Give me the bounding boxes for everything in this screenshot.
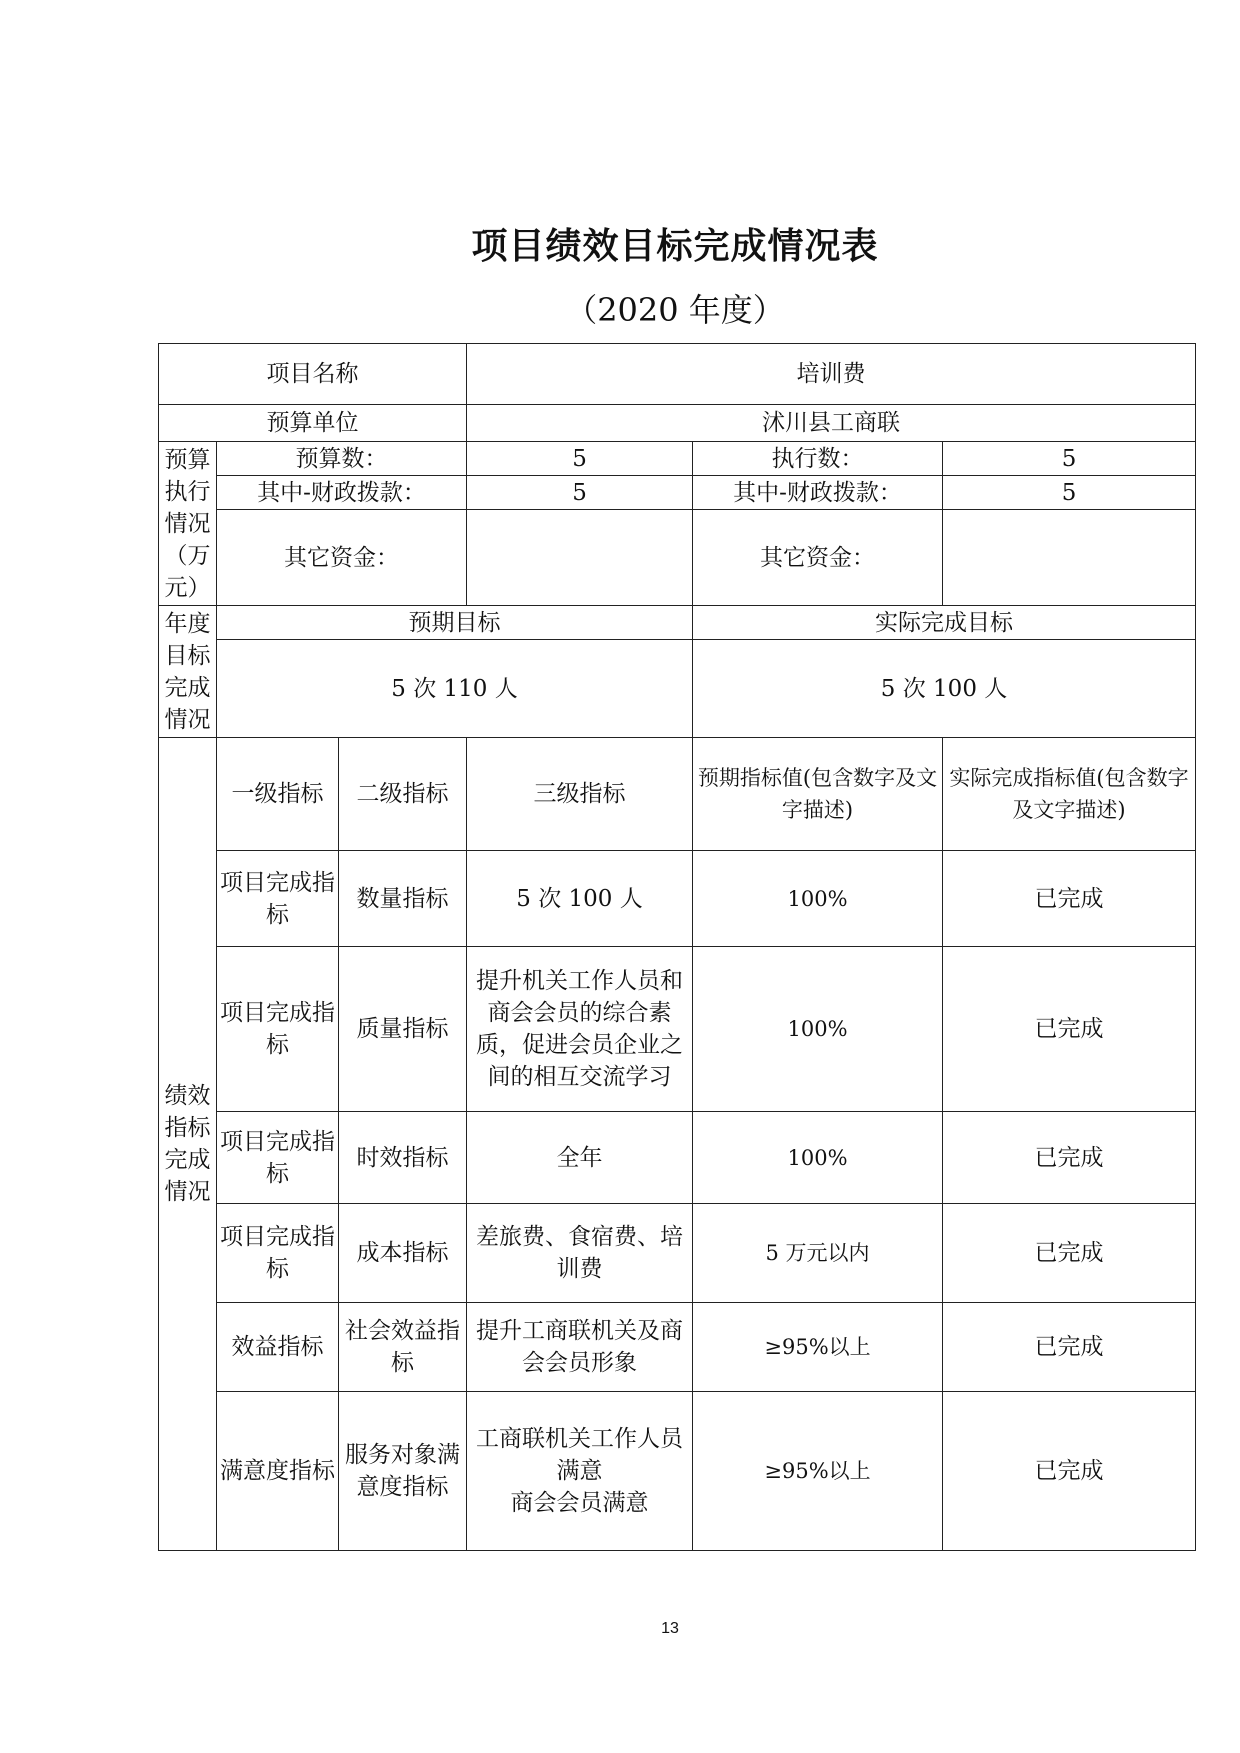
annual-expected-label: 预期目标 xyxy=(217,606,693,640)
row-expected: 5 万元以内 xyxy=(693,1204,943,1303)
fiscal-row xyxy=(159,476,1196,510)
header-level1: 一级指标 xyxy=(217,738,339,851)
budget-unit-value: 沭川县工商联 xyxy=(467,405,1196,442)
other-funds-row xyxy=(159,510,1196,606)
fiscal-label-right: 其中-财政拨款： xyxy=(693,476,943,510)
budget-amount-row xyxy=(159,442,1196,476)
table-row xyxy=(159,1112,1196,1204)
row-expected: 100% xyxy=(693,851,943,947)
row-level2: 数量指标 xyxy=(339,851,467,947)
row-expected: 100% xyxy=(693,947,943,1112)
row-expected: 100% xyxy=(693,1112,943,1204)
row-expected: ≥95%以上 xyxy=(693,1392,943,1551)
fiscal-label-left: 其中-财政拨款： xyxy=(217,476,467,510)
row-actual: 已完成 xyxy=(943,851,1196,947)
other-funds-value-right xyxy=(943,510,1196,606)
executed-amount-label: 执行数： xyxy=(693,442,943,476)
row-actual: 已完成 xyxy=(943,1392,1196,1551)
row-level3: 提升机关工作人员和商会会员的综合素质，促进会员企业之间的相互交流学习 xyxy=(467,947,693,1112)
table-row xyxy=(159,947,1196,1112)
row-level1: 项目完成指标 xyxy=(217,1204,339,1303)
row-level3: 全年 xyxy=(467,1112,693,1204)
header-level2: 二级指标 xyxy=(339,738,467,851)
budget-unit-row xyxy=(159,405,1196,442)
executed-amount-value: 5 xyxy=(943,442,1196,476)
project-name-value: 培训费 xyxy=(467,344,1196,405)
row-level2: 社会效益指标 xyxy=(339,1303,467,1392)
row-level1: 项目完成指标 xyxy=(217,851,339,947)
performance-table xyxy=(158,343,1196,1551)
project-name-label: 项目名称 xyxy=(159,344,467,405)
header-actual: 实际完成指标值(包含数字及文字描述) xyxy=(943,738,1196,851)
table-row xyxy=(159,1303,1196,1392)
row-actual: 已完成 xyxy=(943,1204,1196,1303)
row-level3: 差旅费、食宿费、培训费 xyxy=(467,1204,693,1303)
budget-amount-value: 5 xyxy=(467,442,693,476)
project-name-row xyxy=(159,344,1196,405)
other-funds-label-left: 其它资金： xyxy=(217,510,467,606)
annual-section-label: 年度目标完成情况 xyxy=(159,606,217,738)
annual-actual-value: 5 次 100 人 xyxy=(693,640,1196,738)
annual-header-row xyxy=(159,606,1196,640)
row-expected: ≥95%以上 xyxy=(693,1303,943,1392)
header-expected: 预期指标值(包含数字及文字描述) xyxy=(693,738,943,851)
fiscal-value-right: 5 xyxy=(943,476,1196,510)
row-level2: 时效指标 xyxy=(339,1112,467,1204)
row-actual: 已完成 xyxy=(943,1112,1196,1204)
performance-section-label: 绩效指标完成情况 xyxy=(159,738,217,1551)
page-title: 项目绩效目标完成情况表 xyxy=(471,226,879,267)
row-actual: 已完成 xyxy=(943,1303,1196,1392)
table-row xyxy=(159,1204,1196,1303)
other-funds-label-right: 其它资金： xyxy=(693,510,943,606)
row-level2: 成本指标 xyxy=(339,1204,467,1303)
row-level2: 质量指标 xyxy=(339,947,467,1112)
annual-value-row xyxy=(159,640,1196,738)
row-level1: 项目完成指标 xyxy=(217,1112,339,1204)
fiscal-value-left: 5 xyxy=(467,476,693,510)
indicator-header-row xyxy=(159,738,1196,851)
row-level3-cell xyxy=(467,1392,693,1551)
table-row xyxy=(159,851,1196,947)
annual-actual-label: 实际完成目标 xyxy=(693,606,1196,640)
page-number: 13 xyxy=(661,1620,679,1637)
table-row xyxy=(159,1392,1196,1551)
row-level3: 提升工商联机关及商会会员形象 xyxy=(467,1303,693,1392)
header-level3: 三级指标 xyxy=(467,738,693,851)
other-funds-value-left xyxy=(467,510,693,606)
budget-section-label: 预算执行情况（万元） xyxy=(159,442,217,606)
row-level1: 项目完成指标 xyxy=(217,947,339,1112)
row-level1: 满意度指标 xyxy=(217,1392,339,1551)
row-level3: 工商联机关工作人员满意 xyxy=(476,1426,684,1484)
row-level1: 效益指标 xyxy=(217,1303,339,1392)
row-actual: 已完成 xyxy=(943,947,1196,1112)
budget-unit-label: 预算单位 xyxy=(159,405,467,442)
row-level3: 5 次 100 人 xyxy=(467,851,693,947)
annual-expected-value: 5 次 110 人 xyxy=(217,640,693,738)
row-level2: 服务对象满意度指标 xyxy=(339,1392,467,1551)
budget-amount-label: 预算数： xyxy=(217,442,467,476)
page-subtitle: （2020 年度） xyxy=(565,291,785,329)
row-level3-line2: 商会会员满意 xyxy=(510,1490,649,1516)
